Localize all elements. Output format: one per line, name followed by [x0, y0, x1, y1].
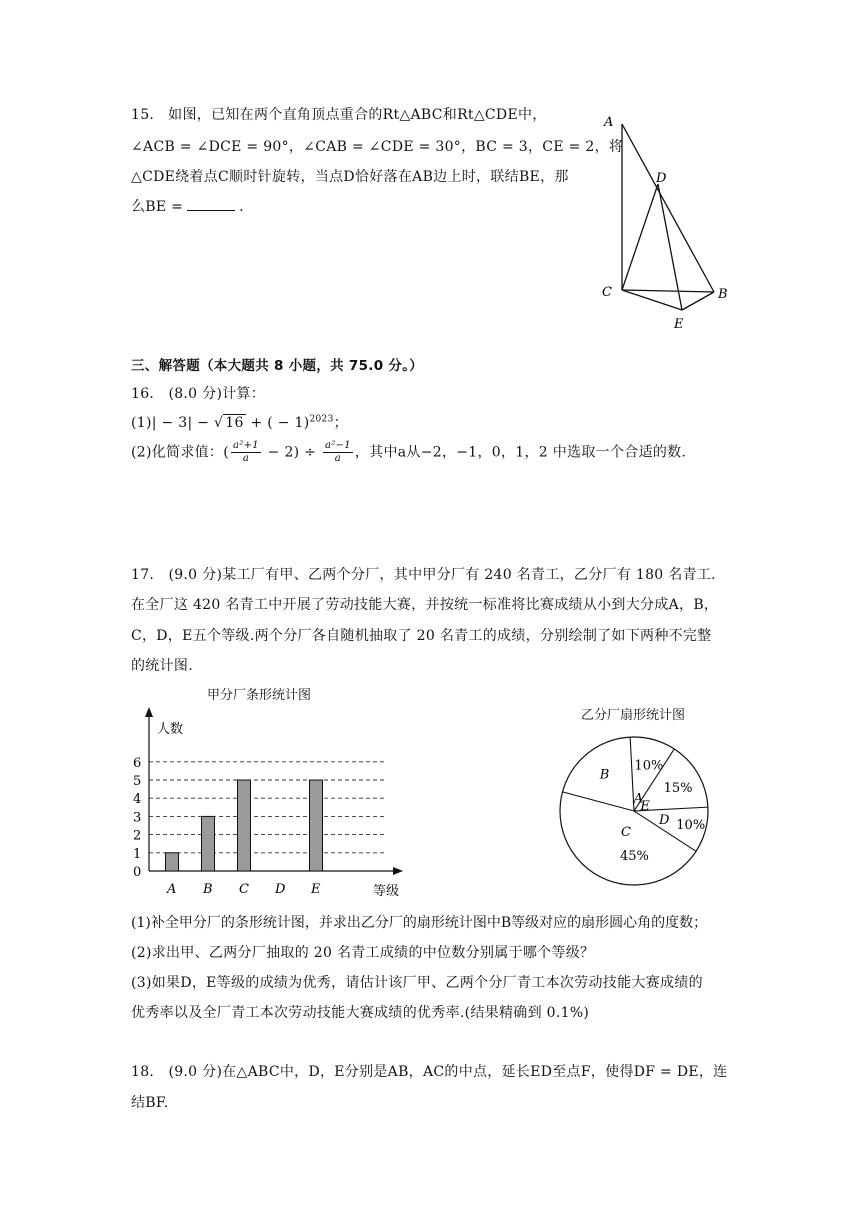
y-tick-label: 5: [133, 774, 142, 789]
fraction-1-num: a²+1: [233, 440, 259, 451]
q16-exponent: 2023: [309, 414, 334, 425]
y-axis-label: 人数: [157, 722, 184, 737]
fraction-2: [323, 440, 353, 465]
x-tick-label: B: [203, 882, 213, 897]
slice-boundary: [563, 792, 634, 811]
bar-C: [238, 780, 251, 871]
bar-A: [166, 853, 179, 871]
pie-chart: [554, 731, 714, 891]
q16-p1-a: (1)| − 3| −: [131, 415, 215, 431]
q17-line3: C，D，E五个等级.两个分厂各自随机抽取了 20 名青工的成绩，分别绘制了如下两种不完整: [131, 628, 712, 644]
label-B: B: [718, 287, 728, 302]
bar-B: [202, 816, 215, 871]
bar-chart: [125, 705, 415, 905]
q15-line4: [131, 196, 254, 216]
q17-line2: 在全厂这 420 名青工中开展了劳动技能大赛，并按统一标准将比赛成绩从小到大分成A，B，: [131, 597, 719, 613]
fraction-1-den: a: [242, 453, 250, 464]
x-axis-arrow: [393, 867, 403, 875]
q15-geometry-figure: [598, 108, 758, 338]
slice-label-D: D: [658, 812, 670, 828]
q16-part2: [131, 440, 686, 465]
slice-percent-C: 45%: [620, 849, 649, 864]
y-tick-label: 1: [133, 846, 142, 862]
y-axis-arrow: [145, 707, 153, 717]
q15-line1: [131, 104, 547, 124]
slice-percent-A: 10%: [634, 758, 664, 774]
y-tick-label: 2: [133, 828, 142, 844]
slice-label-A: A: [633, 791, 644, 807]
pie-chart-title: 乙分厂扇形统计图: [581, 708, 686, 723]
x-axis-label: 等级: [373, 884, 400, 899]
fraction-2-num: a²−1: [324, 440, 351, 451]
q15-line2: ∠ACB = ∠DCE = 90°，∠CAB = ∠CDE = 30°，BC = 3，CE = 2，将: [131, 139, 624, 155]
q15-text-1: 如图，已知在两个直角顶点重合的Rt△ABC和Rt△CDE中，: [168, 107, 547, 123]
label-C: C: [602, 285, 612, 300]
q16-p2-c: ，其中a从−2，−1，0，1，2 中选取一个合适的数.: [354, 444, 687, 461]
q16-head: 16. (8.0 分)计算：: [131, 386, 266, 402]
q17-sub2: (2)求出甲、乙两分厂抽取的 20 名青工成绩的中位数分别属于哪个等级？: [131, 945, 595, 961]
q16-p1-c: ；: [333, 415, 348, 431]
q18-line2: 结BF.: [131, 1095, 169, 1111]
q16-p2-b: − 2) ÷: [262, 444, 321, 461]
label-E: E: [674, 317, 684, 332]
q18-line1: 18. (9.0 分)在△ABC中，D，E分别是AB，AC的中点，延长ED至点F，使得DF = DE，连: [131, 1064, 728, 1080]
slice-percent-E: 15%: [663, 781, 693, 796]
slice-percent-D: 10%: [676, 817, 706, 833]
y-tick-label: 4: [133, 792, 142, 808]
q17-line1: 17. (9.0 分)某工厂有甲、乙两个分厂，其中甲分厂有 240 名青工，乙分厂有 180 名青工.: [131, 567, 716, 583]
x-tick-label: D: [275, 882, 286, 897]
bar-chart-title: 甲分厂条形统计图: [207, 688, 312, 703]
label-D: D: [656, 171, 667, 186]
slice-label-B: B: [599, 767, 610, 783]
fraction-1: [231, 440, 261, 465]
slice-label-E: E: [640, 799, 650, 814]
q17-sub3a: (3)如果D，E等级的成绩为优秀，请估计该厂甲、乙两个分厂青工本次劳动技能大赛成绩的: [131, 975, 703, 991]
label-A: A: [604, 115, 614, 130]
slice-label-C: C: [621, 825, 632, 841]
y-tick-label: 0: [133, 865, 142, 880]
q15-text-4a: 么BE =: [131, 199, 184, 215]
q17-line4: 的统计图.: [131, 658, 193, 674]
q16-part1: (1)| − 3| − √ 16 + ( − 1)$^{2023}$；: [131, 414, 348, 431]
bar-E: [310, 780, 323, 871]
x-tick-label: C: [239, 882, 249, 897]
fraction-2-den: a: [334, 453, 342, 464]
q16-p2-a: (2)化简求值：(: [131, 444, 229, 461]
q17-sub3b: 优秀率以及全厂青工本次劳动技能大赛成绩的优秀率.(结果精确到 0.1%): [131, 1005, 590, 1021]
x-tick-label: A: [167, 882, 177, 897]
x-tick-label: E: [311, 882, 321, 897]
q15-text-4b: ．: [239, 199, 254, 215]
q17-sub1: (1)补全甲分厂的条形统计图，并求出乙分厂的扇形统计图中B等级对应的扇形圆心角的度数；: [131, 915, 708, 931]
q16-sqrt: 16: [225, 415, 244, 431]
y-tick-label: 6: [133, 755, 142, 771]
section-heading: 三、解答题（本大题共 8 小题，共 75.0 分。）: [131, 358, 424, 374]
q15-line3: △CDE绕着点C顺时针旋转，当点D恰好落在AB边上时，联结BE，那: [131, 169, 569, 185]
q15-number: 15.: [131, 107, 155, 123]
y-tick-label: 3: [133, 810, 142, 826]
answer-blank[interactable]: [187, 198, 235, 211]
q16-p1-b: + ( − 1): [245, 415, 310, 431]
